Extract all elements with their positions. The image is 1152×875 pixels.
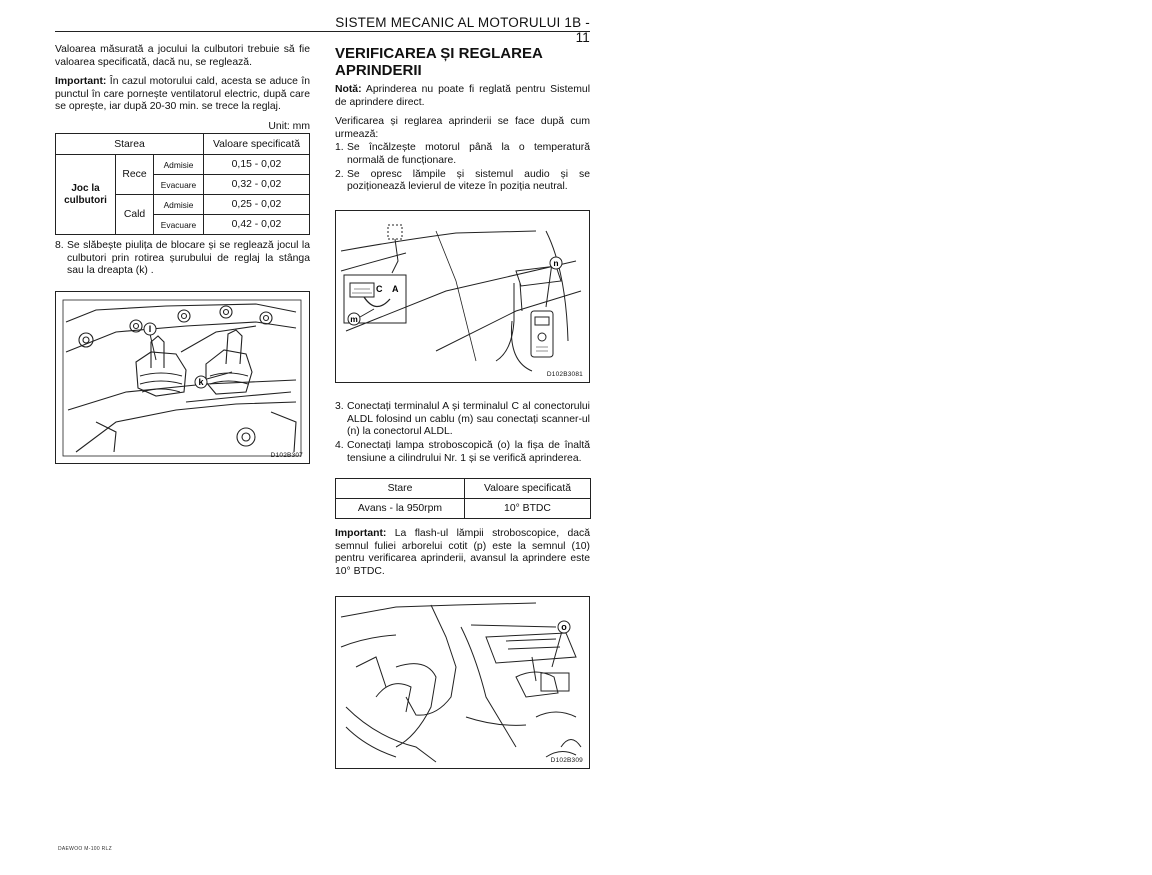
list-item: 4. Conectați lampa stroboscopică (o) la fișa de înaltă tensiune a cilindrului Nr. 1 și se verifică aprinderea.	[335, 440, 590, 464]
table-header-state: Stare	[336, 479, 465, 499]
page-header: SISTEM MECANIC AL MOTORULUI 1B - 11	[335, 15, 590, 45]
figure-code: D102B3081	[546, 371, 583, 378]
figure-strobe-lamp	[335, 596, 590, 769]
table-value-cold-exhaust: 0,32 - 0,02	[204, 175, 310, 195]
steps-1-2	[335, 142, 590, 195]
page-footer: DAEWOO M-100 RLZ	[58, 846, 112, 852]
table-row-label: Joc la culbutori	[56, 155, 116, 235]
important-label: Important:	[335, 528, 387, 539]
figure-code: D102B307	[270, 452, 303, 459]
steps-3-4	[335, 401, 590, 467]
list-item: 2. Se opresc lămpile și sistemul audio și se poziționează levierul de viteze în poziția neutral.	[335, 168, 590, 193]
step-8	[55, 240, 310, 279]
note-label: Notă:	[335, 84, 362, 95]
note-paragraph	[335, 84, 590, 109]
table-value-cold-intake: 0,15 - 0,02	[204, 155, 310, 175]
important-text: La flash-ul lămpii stroboscopice, dacă semnul fuliei arborelui cotit (p) este la semnul (10) pentru verificarea aprinderii, avansul la aprindere este 10° BTDC.	[335, 528, 590, 577]
table-value-hot-exhaust: 0,42 - 0,02	[204, 215, 310, 235]
list-item: 3. Conectați terminalul A și terminalul C al conectorului ALDL folosind un cablu (m) sau conectați scanner-ul (n) la conectorul ALDL.	[335, 401, 590, 438]
timing-table	[335, 478, 591, 519]
section-title: VERIFICAREA ȘI REGLAREA APRINDERII	[335, 45, 543, 79]
table-spec-value: 10° BTDC	[465, 499, 591, 519]
table-intake-label: Admisie	[154, 195, 204, 215]
header-rule	[55, 31, 590, 32]
procedure-intro: Verificarea și reglarea aprinderii se face după cum urmează:	[335, 116, 590, 140]
table-cold-label: Rece	[116, 155, 154, 195]
important-paragraph-2	[335, 528, 590, 578]
table-exhaust-label: Evacuare	[154, 175, 204, 195]
list-item: 8. Se slăbește piulița de blocare și se reglează jocul la culbutori prin rotirea șurubului de reglaj la stânga sau la dreapta (k) .	[55, 240, 310, 277]
figure-label-o: o	[561, 622, 567, 632]
table-state-value: Avans - la 950rpm	[336, 499, 465, 519]
strobe-illustration	[336, 597, 589, 768]
table-intake-label: Admisie	[154, 155, 204, 175]
figure-code: D102B309	[550, 757, 583, 764]
valve-adjust-illustration	[56, 292, 309, 463]
table-hot-label: Cald	[116, 195, 154, 235]
figure-valve-adjust	[55, 291, 310, 464]
intro-paragraph: Valoarea măsurată a jocului la culbutori trebuie să fie valoarea specificată, dacă nu, se reglează.	[55, 44, 310, 68]
valve-clearance-table	[55, 133, 310, 235]
figure-label-l: l	[148, 324, 152, 334]
table-exhaust-label: Evacuare	[154, 215, 204, 235]
table-value-hot-intake: 0,25 - 0,02	[204, 195, 310, 215]
figure-aldl-connector	[335, 210, 590, 383]
note-text: Aprinderea nu poate fi reglată pentru Sistemul de aprindere direct.	[335, 84, 590, 108]
table-header-value: Valoare specificată	[204, 134, 310, 155]
table-header-state: Starea	[56, 134, 204, 155]
important-text: În cazul motorului cald, acesta se aduce în punctul în care pornește ventilatorul electric, după care se oprește, iar după 20-30 min. se trece la reglaj.	[55, 76, 310, 113]
list-item: 1. Se încălzește motorul până la o temperatură normală de funcționare.	[335, 142, 590, 166]
figure-label-n: n	[553, 258, 559, 268]
figure-label-k: k	[198, 377, 204, 387]
aldl-illustration	[336, 211, 589, 382]
connector-label-a: A	[392, 284, 399, 294]
connector-label-c: C	[376, 284, 383, 294]
important-paragraph	[55, 76, 310, 114]
important-label: Important:	[55, 76, 107, 87]
unit-label: Unit: mm	[268, 121, 310, 132]
table-header-value: Valoare specificată	[465, 479, 591, 499]
figure-label-m: m	[350, 314, 358, 324]
